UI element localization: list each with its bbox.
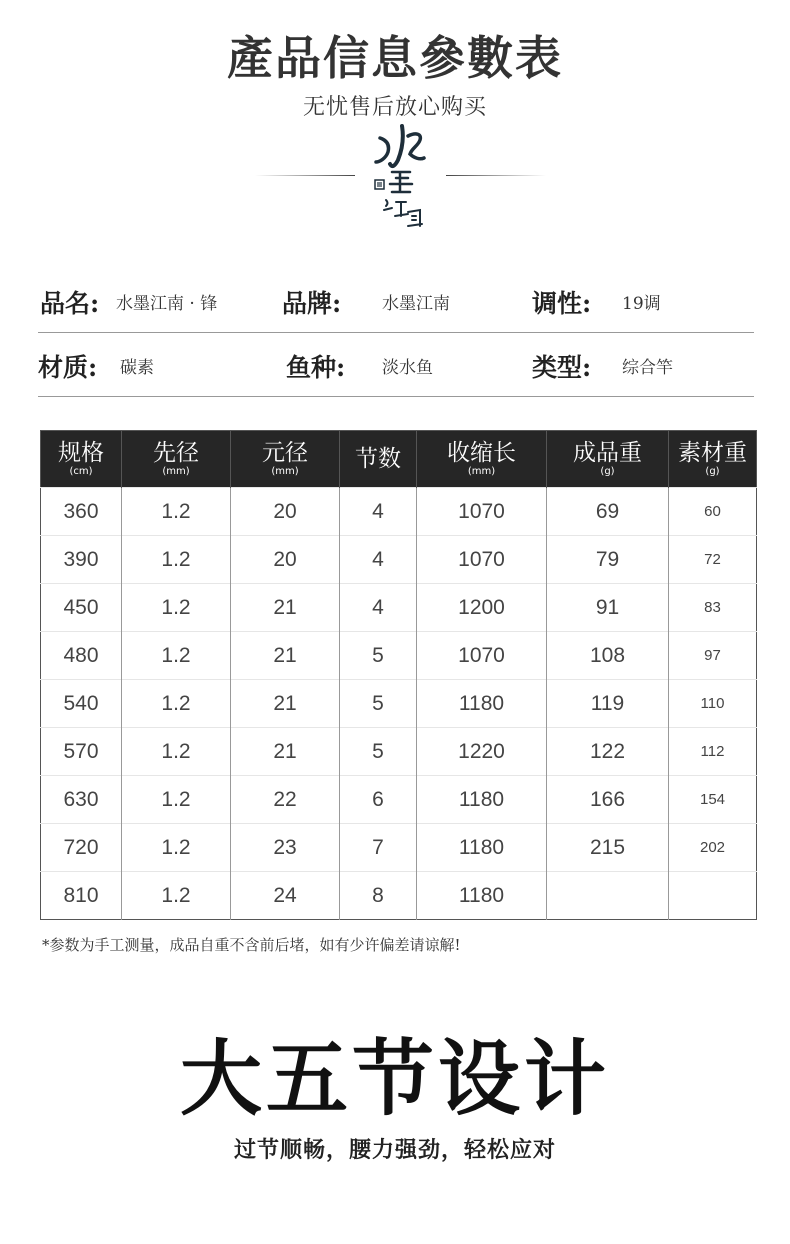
table-cell: 1220 <box>417 728 547 776</box>
table-cell: 91 <box>547 584 669 632</box>
header-unit: (g) <box>600 466 615 477</box>
value-rod-type: 综合竿 <box>622 358 673 378</box>
table-row <box>41 776 757 824</box>
header-closed-length <box>417 431 547 488</box>
value-product-name: 水墨江南 · 锋 <box>116 294 218 314</box>
table-cell: 60 <box>669 488 757 536</box>
table-cell: 1180 <box>417 872 547 920</box>
brand-calligraphy-logo <box>362 118 442 236</box>
table-cell: 79 <box>547 536 669 584</box>
table-cell: 122 <box>547 728 669 776</box>
table-cell: 202 <box>669 824 757 872</box>
table-cell: 5 <box>340 632 417 680</box>
value-fish-type: 淡水鱼 <box>382 358 433 378</box>
table-cell: 4 <box>340 536 417 584</box>
table-cell: 390 <box>41 536 122 584</box>
table-cell: 5 <box>340 680 417 728</box>
label-brand: 品牌: <box>282 289 342 318</box>
table-cell: 1070 <box>417 632 547 680</box>
header-name: 收缩长 <box>447 440 516 466</box>
label-fish-type: 鱼种: <box>286 353 346 382</box>
table-cell: 7 <box>340 824 417 872</box>
table-cell: 1.2 <box>122 728 231 776</box>
measurement-footnote: *参数为手工测量，成品自重不含前后堵，如有少许偏差请谅解! <box>42 936 461 954</box>
table-cell: 480 <box>41 632 122 680</box>
header-unit: (g) <box>705 466 720 477</box>
table-row <box>41 488 757 536</box>
table-cell: 1.2 <box>122 632 231 680</box>
table-cell: 1.2 <box>122 536 231 584</box>
table-cell: 23 <box>231 824 340 872</box>
header-name: 规格 <box>58 440 104 466</box>
feature-tagline: 过节顺畅，腰力强劲，轻松应对 <box>233 1137 556 1163</box>
table-cell: 1180 <box>417 824 547 872</box>
header-sections <box>340 431 417 488</box>
table-cell: 83 <box>669 584 757 632</box>
table-cell: 1.2 <box>122 824 231 872</box>
table-cell: 1180 <box>417 680 547 728</box>
table-cell: 8 <box>340 872 417 920</box>
page-title: 產品信息參數表 <box>227 31 563 85</box>
table-cell: 72 <box>669 536 757 584</box>
header-spec <box>41 431 122 488</box>
header-name: 素材重 <box>678 440 747 466</box>
table-cell: 360 <box>41 488 122 536</box>
table-row <box>41 632 757 680</box>
table-row <box>41 680 757 728</box>
header-unit: (mm) <box>271 466 299 477</box>
table-cell: 4 <box>340 584 417 632</box>
table-cell: 21 <box>231 584 340 632</box>
header-tip-diameter <box>122 431 231 488</box>
header-name: 先径 <box>153 440 199 466</box>
table-cell: 110 <box>669 680 757 728</box>
table-cell: 1070 <box>417 488 547 536</box>
table-cell: 1.2 <box>122 488 231 536</box>
value-brand: 水墨江南 <box>382 294 450 314</box>
table-cell: 1180 <box>417 776 547 824</box>
table-cell: 1.2 <box>122 584 231 632</box>
table-cell: 1.2 <box>122 872 231 920</box>
table-row <box>41 728 757 776</box>
table-cell: 5 <box>340 728 417 776</box>
label-rod-type: 类型: <box>532 353 592 382</box>
table-cell: 540 <box>41 680 122 728</box>
table-cell: 570 <box>41 728 122 776</box>
table-cell: 166 <box>547 776 669 824</box>
table-cell: 22 <box>231 776 340 824</box>
table-cell: 154 <box>669 776 757 824</box>
table-cell: 21 <box>231 632 340 680</box>
table-cell: 4 <box>340 488 417 536</box>
table-cell: 1.2 <box>122 776 231 824</box>
divider-right <box>446 175 546 176</box>
header-butt-diameter <box>231 431 340 488</box>
table-cell: 69 <box>547 488 669 536</box>
header-name: 成品重 <box>573 440 642 466</box>
header-unit: (mm) <box>467 466 496 477</box>
info-row-2 <box>38 336 754 397</box>
divider-left <box>255 175 355 176</box>
table-cell: 97 <box>669 632 757 680</box>
table-row <box>41 584 757 632</box>
table-cell: 1.2 <box>122 680 231 728</box>
header-unit: (cm) <box>69 466 93 477</box>
table-cell: 215 <box>547 824 669 872</box>
value-tuning: 19调 <box>622 294 661 314</box>
table-body <box>41 488 757 920</box>
feature-title: 大五节设计 <box>179 1031 610 1127</box>
header-unit: (mm) <box>162 466 190 477</box>
table-cell <box>669 872 757 920</box>
table-cell: 108 <box>547 632 669 680</box>
table-header-row <box>41 431 757 488</box>
page-subtitle: 无忧售后放心购买 <box>302 95 487 120</box>
table-cell: 20 <box>231 488 340 536</box>
table-cell <box>547 872 669 920</box>
table-cell: 6 <box>340 776 417 824</box>
table-cell: 21 <box>231 680 340 728</box>
table-cell: 112 <box>669 728 757 776</box>
table-cell: 119 <box>547 680 669 728</box>
label-tuning: 调性: <box>532 289 592 318</box>
table-cell: 1200 <box>417 584 547 632</box>
label-material: 材质: <box>38 353 98 382</box>
header-finished-weight <box>547 431 669 488</box>
table-cell: 630 <box>41 776 122 824</box>
table-cell: 720 <box>41 824 122 872</box>
table-row <box>41 824 757 872</box>
table-cell: 1070 <box>417 536 547 584</box>
header-name: 节数 <box>355 446 401 472</box>
header-name: 元径 <box>262 440 308 466</box>
table-cell: 24 <box>231 872 340 920</box>
spec-table <box>40 430 757 920</box>
table-row <box>41 536 757 584</box>
info-row-1 <box>38 272 754 333</box>
value-material: 碳素 <box>120 358 154 378</box>
label-product-name: 品名: <box>40 289 100 318</box>
table-cell: 810 <box>41 872 122 920</box>
table-row <box>41 872 757 920</box>
table-cell: 21 <box>231 728 340 776</box>
table-cell: 450 <box>41 584 122 632</box>
header-blank-weight <box>669 431 757 488</box>
table-cell: 20 <box>231 536 340 584</box>
